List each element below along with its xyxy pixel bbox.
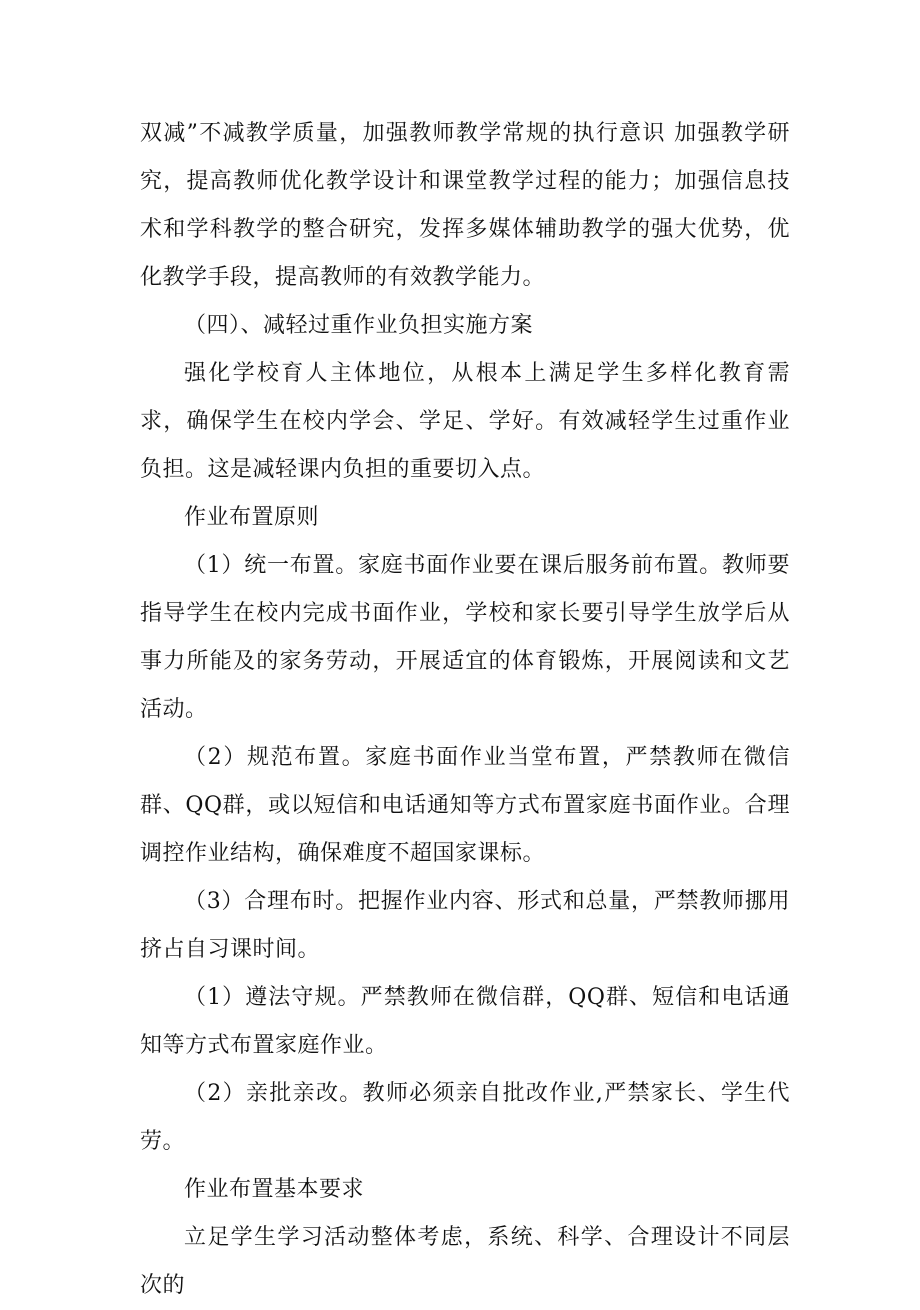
paragraph-9: （2）亲批亲改。教师必须亲自批改作业,严禁家长、学生代劳。 — [140, 1081, 790, 1154]
paragraph-3: 强化学校育人主体地位，从根本上满足学生多样化教育需求，确保学生在校内学会、学足、学好。有效减轻学生过重作业负担。这是减轻课内负担的重要切入点。 — [140, 361, 790, 482]
subheading-homework-requirements: 作业布置基本要求 — [184, 1177, 365, 1202]
subheading-homework-principles: 作业布置原则 — [184, 505, 320, 530]
document-body — [140, 110, 790, 1310]
paragraph-7: （3）合理布时。把握作业内容、形式和总量，严禁教师挪用挤占自习课时间。 — [140, 889, 790, 962]
paragraph-11: 立足学生学习活动整体考虑，系统、科学、合理设计不同层次的 — [140, 1225, 790, 1298]
section-heading-4: （四）、减轻过重作业负担实施方案 — [184, 313, 534, 338]
paragraph-1: 双减”不减教学质量，加强教师教学常规的执行意识 加强教学研究，提高教师优化教学设计和课堂教学过程的能力；加强信息技术和学科教学的整合研究，发挥多媒体辅助教学的强大优势，优化教学手段，提高教师的有效教学能力。 — [140, 121, 790, 290]
paragraph-5: （1）统一布置。家庭书面作业要在课后服务前布置。教师要指导学生在校内完成书面作业，学校和家长要引导学生放学后从事力所能及的家务劳动，开展适宜的体育锻炼，开展阅读和文艺活动。 — [140, 553, 790, 722]
paragraph-6: （2）规范布置。家庭书面作业当堂布置，严禁教师在微信群、QQ群，或以短信和电话通知等方式布置家庭书面作业。合理调控作业结构，确保难度不超国家课标。 — [140, 745, 790, 866]
paragraph-8: （1）遵法守规。严禁教师在微信群，QQ群、短信和电话通知等方式布置家庭作业。 — [140, 985, 790, 1058]
